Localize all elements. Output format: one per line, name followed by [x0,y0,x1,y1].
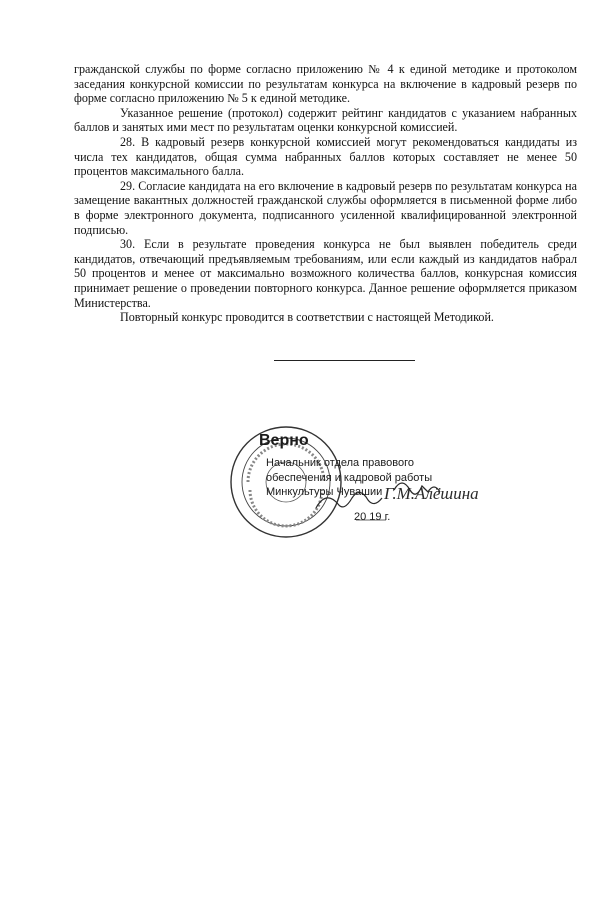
document-body [74,62,577,325]
certification-stamp [226,420,586,560]
stamp-verno: Верно [259,432,309,449]
stamp-position-line3: Минкультуры Чувашии [266,486,383,498]
stamp-position-line2: обеспечения и кадровой работы [266,472,433,484]
separator-line [274,360,415,361]
paragraph-repeat-contest: Повторный конкурс проводится в соответствии с настоящей Методикой. [120,310,494,325]
signature-name: Г.М.Алёшина [384,484,479,503]
paragraph-decision-protocol: Указанное решение (протокол) содержит рейтинг кандидатов с указанием набранных баллов и занятых ими мест по результатам оценки конкурсной комиссией. [74,105,577,135]
stamp-date: 20 19 г. [354,511,391,523]
paragraph-continuation: гражданской службы по форме согласно приложению № 4 к единой методике и протоколом заседания конкурсной комиссии по результатам конкурса на включение в кадровый резерв по форме согласно приложению № 5 к единой методике. [74,62,577,106]
paragraph-30: 30. Если в результате проведения конкурса не был выявлен победитель среди кандидатов, отвечающий предъявляемым требованиям, или если каждый из кандидатов набрал 50 процентов и менее от максимально возможного количества баллов, конкурсная комиссия принимает решение о проведении повторного конкурса. Данное решение оформляется приказом Министерства. [74,237,577,310]
paragraph-28: 28. В кадровый резерв конкурсной комиссией могут рекомендоваться кандидаты из числа тех кандидатов, общая сумма набранных баллов которых составляет не менее 50 процентов максимального балла. [74,134,577,179]
stamp-position-line1: Начальник отдела правового [266,457,414,469]
paragraph-29: 29. Согласие кандидата на его включение в кадровый резерв по результатам конкурса на замещение вакантных должностей гражданской службы оформляется в письменной форме либо в форме электронного документа, подписанного усиленной квалифицированной электронной подписью. [74,178,577,237]
